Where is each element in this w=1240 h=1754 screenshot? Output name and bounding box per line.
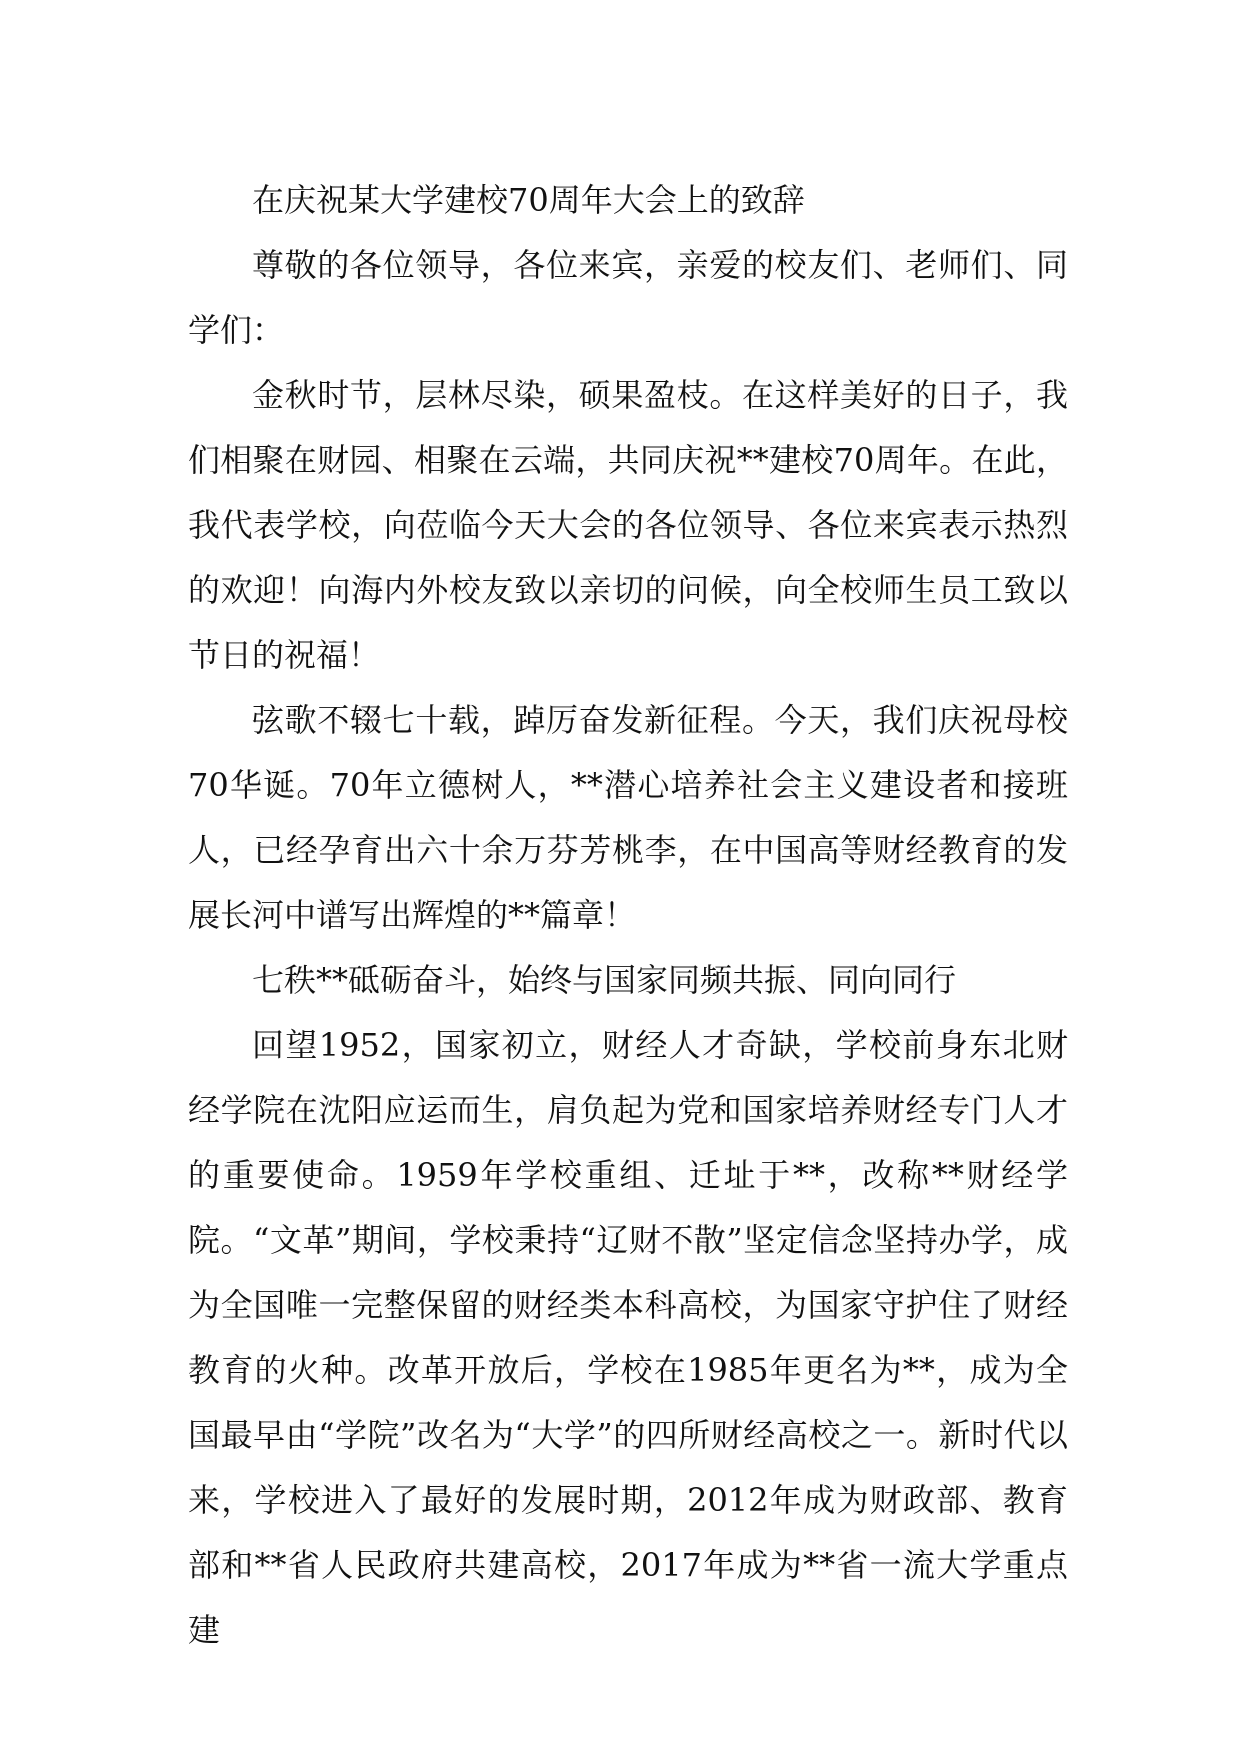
document-title: 在庆祝某大学建校70周年大会上的致辞: [252, 181, 805, 219]
paragraph-anniversary: 弦歌不辍七十载，踔厉奋发新征程。今天，我们庆祝母校70华诞。70年立德树人，**潜心培养社会主义建设者和接班人，已经孕育出六十余万芬芳桃李，在中国高等财经教育的发展长河中谱写出辉煌的**篇章！: [188, 701, 1068, 934]
document-body: [188, 168, 1068, 1663]
paragraph-history: 回望1952，国家初立，财经人才奇缺，学校前身东北财经学院在沈阳应运而生，肩负起为党和国家培养财经专门人才的重要使命。1959年学校重组、迁址于**，改称**财经学院。“文革”期间，学校秉持“辽财不散”坚定信念坚持办学，成为全国唯一完整保留的财经类本科高校，为国家守护住了财经教育的火种。改革开放后，学校在1985年更名为**，成为全国最早由“学院”改名为“大学”的四所财经高校之一。新时代以来，学校进入了最好的发展时期，2012年成为财政部、教育部和**省人民政府共建高校，2017年成为**省一流大学重点建: [188, 1026, 1068, 1649]
paragraph-opening: 金秋时节，层林尽染，硕果盈枝。在这样美好的日子，我们相聚在财园、相聚在云端，共同庆祝**建校70周年。在此，我代表学校，向莅临今天大会的各位领导、各位来宾表示热烈的欢迎！向海内外校友致以亲切的问候，向全校师生员工致以节日的祝福！: [188, 376, 1068, 674]
salutation: 尊敬的各位领导，各位来宾，亲爱的校友们、老师们、同学们：: [188, 246, 1068, 349]
section-heading: 七秩**砥砺奋斗，始终与国家同频共振、同向同行: [252, 961, 957, 999]
